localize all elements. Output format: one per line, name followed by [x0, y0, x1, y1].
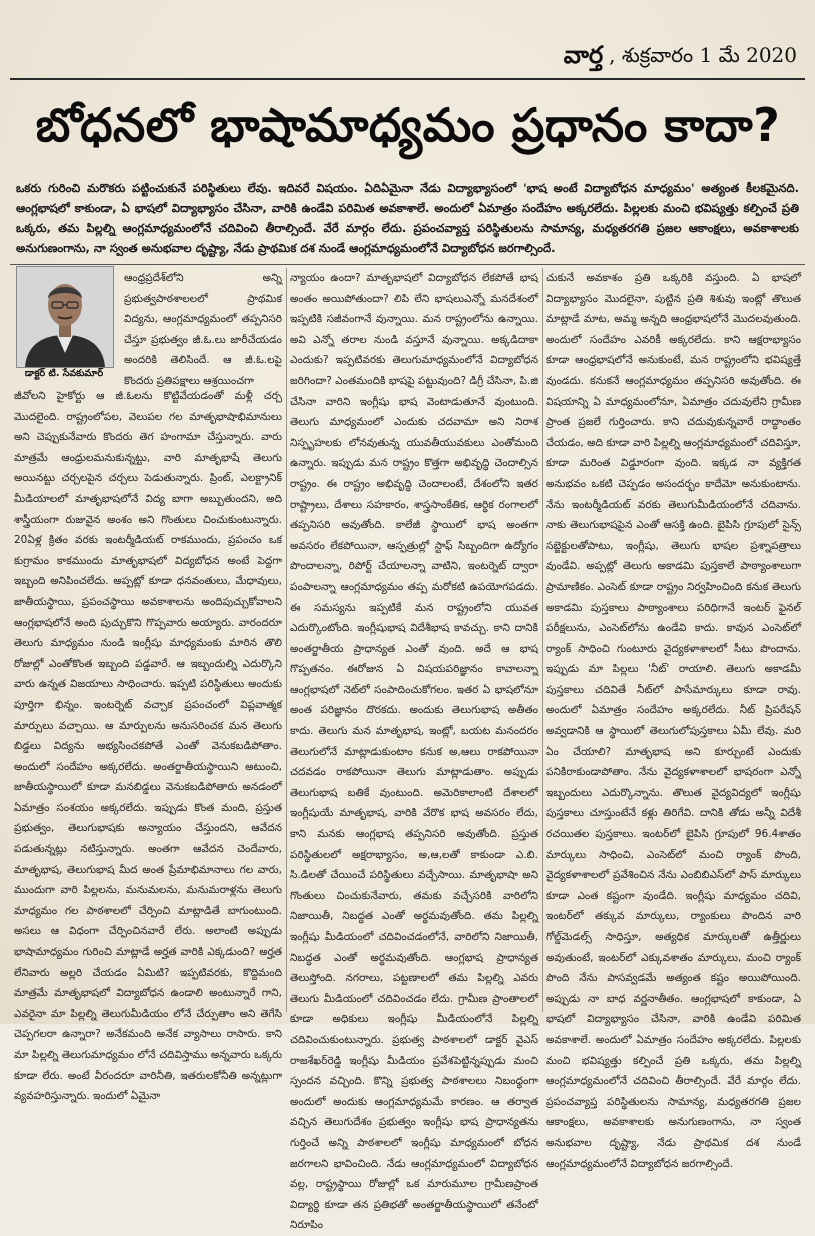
- author-photo: [16, 266, 114, 368]
- intro-rule: [10, 264, 805, 265]
- author-portrait-icon: [17, 267, 113, 367]
- column-divider: [286, 268, 287, 1012]
- author-photo-block: [12, 264, 116, 384]
- column-2: న్యాయం ఉందా? మాతృభాషలో విద్యాబోధన లేకపోతే భాష అంతం అయిపోతుందా? లిపి లేని భాషలుఎన్నో మనదేశంలో ఇప్పటికి సజీవంగానే వున్నాయి. మన రాష్ట్రంలోను ఉన్నాయి. అవి ఎన్నో తరాల నుండి వస్తూనే వున్నాయి. అక్కడిదాకా ఎందుకు? ఇప్పటివరకు తెలుగుమాధ్యమంలోనే విద్యాబోధన జరిగిందా? ఎంతమందికి భాషపై పట్టువుంది? డిగ్రీ చేసినా, పి.జి చేసినా వారిని ఇంగ్లీషు భాష వెంటాడుతూనే వుంటుంది. తెలుగు మాధ్యమంలో ఎందుకు చదవామా అని నిరాశ నిస్పృహలకు లోనవుతున్న యువతీయువకులు ఎంతోమంది ఉన్నారు. ఇప్పుడు మన రాష్ట్రం కొత్తగా అభివృద్ధి చెందాల్సిన రాష్ట్రం. ఈ రాష్ట్రం అభివృద్ధి చెందాలంటే, దేశంలోని ఇతర రాష్ట్రాలు, దేశాలు సహకారం, శాస్త్రసాంకేతిక, ఆర్థిక రంగాలలో తప్పనిసరి అవుతోంది. కాలేజీ స్థాయిలో భాష అంతగా అవసరం లేకపోయినా, ఆస్పత్రుల్లో స్టాఫ్ సిబ్బందిగా ఉద్యోగం పొందాలన్నా, రిపోర్ట్ చేయాలన్నా వాటిని, ఇంటర్నెట్ ద్వారా పంపాలన్నా ఆంగ్లమాధ్యమం తప్ప మరోకటి ఉపయోగపడదు. ఈ సమస్యను ఇప్పటికే మన రాష్ట్రంలోని యువత ఎదుర్కొంటోంది. ఇంగ్లీషుభాష విదేశీభాష కావచ్చు. కాని దానికి అంతర్జాతీయ ప్రాధాన్యత ఎంతో వుంది. అదే ఆ భాష గొప్పతనం. ఈరోజున ఏ విషయపరిజ్ఞానం కావాలన్నా ఆంగ్లభాషలో నెట్‌లో సంపాదించుకోగలం. ఇతర ఏ భాషలోనూ అంత పరిజ్ఞానం దొరకదు. అందుకు తెలుగుభాష అతీతం కాదు. తెలుగు మన మాతృభాష, ఇంట్లో, బయట మనందరం తెలుగులోనే మాట్లాడుకుంటాం కనుక అ,ఆలు రాకపోయినా చదవడం రాకపోయినా తెలుగు మాట్లాడుతాం. అప్పుడు తెలుగుభాష బతికే వుంటుంది. అమెరికాలాంటి దేశాలలో ఇంగ్లీషుయే మాతృభాష, వారికి వేరొక భాష అవసరం లేదు, కాని మనకు ఆంగ్లభాష తప్పనిసరి అవుతోంది. ప్రస్తుత పరిస్థితులలో అక్షరాభ్యాసం, అ,ఆ,లతో కాకుండా ఎ.బి. సి.డిలతో చేయించే పరిస్థితులు వచ్చేసాయి. మాతృభాషా అని గొంతులు చించుకునేవారు, తమకు వచ్చేసరికి వారిలోని నిజాయితీ, నిబద్ధత ఎంతో అర్థమవుతోంది. తమ పిల్లల్ని ఇంగ్లీషు మీడియంలో చదివించడంలోనే, వారిలోని నిజాయితీ, నిబద్ధత ఎంతో అర్థమవుతోంది. ఆంగ్లభాష ప్రాధాన్యత తెలుస్తోంది. నగరాలు, పట్టణాలలో తమ పిల్లల్ని ఎవరు తెలుగు మీడియంలో చదివించడం లేదు. గ్రామీణ ప్రాంతాలలో కూడా అధికులు ఇంగ్లీషు మీడియంలోనే పిల్లల్ని చదివించుకుంటున్నారు. ప్రభుత్వ పాఠశాలలో డాక్టర్ వైఎస్ రాజశేఖర్‌రెడ్డి ఇంగ్లీషు మీడియం ప్రవేశపెట్టిన్నప్పుడు మంచి స్పందన వచ్చింది. కొన్ని ప్రభుత్వ పాఠశాలలు నిబంధ్ధంగా అందులో అందుకు ఆంగ్లమాధ్యమమే కారణం. ఆ తర్వాత వచ్చిన తెలుగుదేశం ప్రభుత్వం ఇంగ్లీషు భాష ప్రాధాన్యతను గుర్తించే అన్ని పాఠశాలలో ఇంగ్లీషు మాధ్యమంలో బోధన జరగాలని భావించింది. నేడు ఆంగ్లమాధ్యమంలో విద్యాబోధన వల్ల, రాష్ట్రస్థాయి రోజుల్లో ఒక మారుమూల గ్రామీణప్రాంత విద్యార్థి కూడా తన ప్రతిభతో అంతర్జాతీయస్థాయిలో తనేంటో నిరూపిం: [290, 272, 538, 1232]
- article-intro: ఒకరు గురించి మరొకరు పట్టించుకునే పరిస్థితులు లేవు. ఇదివరే విషయం. ఏదిఏమైనా నేడు విద్యాభ్యాసంలో 'భాష అంటే విద్యాబోధన మాధ్యమం' అత్యంత కీలకమైనది. ఆంగ్లభాషలో కాకుండా, ఏ భాషలో విద్యాభ్యాసం చేసినా, వారికి ఉండేవి పరిమిత అవకాశాలే. అందులో ఏమాత్రం సందేహం అక్కరలేదు. పిల్లలకు మంచి భవిష్యత్తు కల్పించే ప్రతి ఒక్కరు, తమ పిల్లల్ని ఆంగ్లమాధ్యమంలోనే చదివించి తీరాల్సిందే. వేరే మార్గం లేదు. ప్రపంచవ్యాప్త పరిస్థితులను సామాన్య, మధ్యతరగతి ప్రజల ఆకాంక్షలు, అవకాశాలకు అనుగుణంగాను, నా స్వంత అనుభవాల దృష్ట్యా, నేడు ప్రాథమిక దశ నుండే ఆంగ్లమాధ్యమంలోనే విద్యాబోధన జరగాల్సిందే.: [16, 181, 799, 255]
- masthead-rule: [10, 78, 805, 80]
- masthead: [563, 39, 797, 72]
- column-1-top: ఆంధ్రప్రదేశ్‌లోని అన్ని ప్రభుత్వపాఠశాలలలో ప్రాథమిక విద్యను, ఆంగ్లమాధ్యమంలో తప్పనిసరి చేస్తూ ప్రభుత్వం జీ.ఓ.లు జారీచేయడం అందరికి తెలిసిందే. ఆ జీ.ఓ.లపై కొందరు ప్రతిపక్షాలు ఆశ్రయించగా: [124, 272, 282, 387]
- column-1: జీవోలని హైకోర్టు ఆ జీ.ఓలను కొట్టివేయడంతో మళ్లీ చర్చ మొదలైంది. రాష్ట్రంలోపల, వెలుపల గల మాతృభాషాభిమానులు అని చెప్పుకునేవారు కొందరు తెగ హంగామా చేస్తున్నారు. వారు మాత్రమే ఆంధ్రులమనుకున్నట్టు, వారి మాతృభాషే తెలుగు అయినట్టు చర్చలపైన చర్చలు పెడుతున్నారు. ప్రింట్, ఎలక్ట్రానిక్ మీడియాలలో మాతృభాషలోనే విద్య బాగా అబ్బుతుందని, అది శాస్త్రీయంగా రుజువైన అంశం అని గొంతులు చించుకుంటున్నారు. 20ఏళ్ల క్రితం వరకు ఇంటర్మీడియట్ రాకముందు, ప్రపంచం ఒక కుగ్రామం కాకముందు మాతృభాషలో విద్యబోధన అంటే పెద్దగా ఇబ్బంది అనిపించలేదు. అప్పట్లో కూడా ధనవంతులు, మేధావులు, జాతీయస్థాయి, ప్రపంచస్థాయి అవకాశాలను అందిపుచ్చుకోవాలని ఆంగ్లభాషలోనే అంది పుచ్చుకొని గొప్పవారు అయ్యారు. వారందరూ తెలుగు మాధ్యమం నుండి ఇంగ్లీషు మాధ్యమంకు మారిన తొలి రోజుల్లో ఎంతోకొంత ఇబ్బంది పడ్డవారే. ఆ ఇబ్బందుల్ని ఎదుర్కొని వారు ఉన్నత విజయాలు సాధించారు. ఇప్పటి పరిస్థితులు అందుకు పూర్తిగా భిన్నం. ఇంటర్నెట్ వచ్చాక ప్రపంచంలో విప్లవాత్మక మార్పులు వచ్చాయి. ఆ మార్పులను అనుసరించక మన తెలుగు బిడ్డలు విద్యను అభ్యసించకపోతే ఎంతో వెనుకబడిపోతాం. అందులో సందేహం అక్కరలేదు. అంతర్జాతీయస్థాయిని అటుంచి, జాతీయస్థాయిలో కూడా మనబిడ్డలు వెనుకబడిపోతారు అనడంలో ఏమాత్రం సంశయం అక్కరలేదు. ఇప్పుడు కొంత మంది, ప్రస్తుత ప్రభుత్వం, తెలుగుభాషకు అన్యాయం చేస్తుందని, ఆవేదన పడుతున్నట్లు నటిస్తున్నారు. అంతగా ఆవేదన చెందేవారు, మాతృభాష, తెలుగుభాష మీద అంత ప్రేమాభిమానాలు గల వారు, ముందుగా వారి పిల్లలను, మనుమలను, మనుమరాళ్లను తెలుగు మాధ్యమం గల పాఠశాలలో చేర్పించి మాట్లాడితే బాగుంటుంది. అసలు ఆ విధంగా చేర్పించినవారే లేరు. అలాంటి అప్పుడు భాషామాధ్యమం గురించి మాట్లాడే అర్హత వారికి ఎక్కడుంది? అర్హత లేనివారు అల్లరి చేయడం ఏమిటి? ఇప్పటివరకు, కొద్దిమంది మాత్రమే మాతృభాషలో విద్యాబోధన ఉండాలి అంటున్నారే గాని, ఎవరైనా మా పిల్లల్ని తెలుగుమీడియం లోనే చేర్పుతాం అని తెగేసి చెప్పగలరా ఉన్నారా? అనేకమంది అనేక వ్యాసాలు రాసారు. కాని మా పిల్లల్ని తెలుగుమాధ్యమం లోనే చదివిస్తాము అన్నవారు ఒక్కరు కూడా లేరు. అంటే వీరందరూ వారినీతి, ఇతరులకోనీతి అన్నట్లుగా వ్యవహరిస్తున్నారు. ఇందులో ఏమైనా: [14, 390, 282, 1103]
- author-caption: డాక్టర్ టి. సేవకుమార్: [24, 368, 104, 379]
- column-divider: [542, 268, 543, 1012]
- newspaper-name: వార్త: [563, 39, 604, 69]
- column-3: చుకునే అవకాశం ప్రతి ఒక్కరికి వస్తుంది. ఏ భాషలో విద్యాభ్యాసం మొదలైనా, పుట్టిన ప్రతి శిశువు ఇంట్లో తొలుత మాట్లాడే మాట, అమ్మ అన్నది ఆంధ్రభాషలోనే మొదలవుతుంది. అందులో సందేహం ఎవరికీ అక్కరలేదు. కాని ఆక్షరాభ్యాసం కూడా ఆంధ్రభాషలోనే అనుకుంటే, మన రాష్ట్రంలోని భవిష్యత్తే వుండదు. కనుకనే ఆంగ్లమాధ్యమం తప్పనిసరి అవుతోంది. ఈ విషయాన్ని ఏ మాధ్యమంలోనూ, ఏమాత్రం చదువులేని గ్రామీణ ప్రాంత ప్రజలే గుర్తించారు. కాని చదువుకున్నవారే రాద్ధాంతం చేయడం, అది కూడా వారి పిల్లల్ని ఆంగ్లమాధ్యమంలో చదివిస్తూ, కూడా మరింత విడ్డూరంగా వుంది. ఇక్కడ నా వ్యక్తిగత అనుభవం ఒకటి చెప్పడం అసందర్భం కాదేమో అనుకుంటాను. నేను ఇంటర్మీడియట్ వరకు తెలుగుమీడియంలోనే చదివాను. నాకు తెలుగుభాషపైన ఎంతో ఆసక్తి ఉంది. బైపిసి గ్రూపులో సైన్స్ సబ్జెక్టులతోపాటు, ఇంగ్లీషు, తెలుగు భాషల ప్రశ్నాపత్రాలు వుండేవి. అప్పట్లో తెలుగు అకాడమి పుస్తకాలే పాఠ్యాంశాలుగా ప్రామాణికం. ఎంసెట్ కూడా రాష్ట్రం నిర్వహించింది కనుక తెలుగు అకాడమి పుస్తకాలు పాఠ్యాంశాలు పరిధిగానే ఇంటర్ ఫైనల్ పరీక్షలును, ఎంసెట్‌లోను ఉండేవి కాదు. కావున ఎంసెట్‌లో ర్యాంక్ సాధించి గుంటూరు వైద్యకళాశాలలో సీటు పొందాను. ఇప్పుడు మా పిల్లలు 'నీట్' రాయాలి. తెలుగు అకాడమీ పుస్తకాలు చదివితే నీట్‌లో పాసేమార్కులు కూడా రావు. అందులో ఏమాత్రం సందేహం అక్కరలేదు. నీట్ ప్రిపరేషన్ అవ్వడానికి ఆ స్థాయిలో తెలుగులోపుస్తకాలు ఏమీ లేవు. మరి ఏం చేయాలి? మాతృభాష అని కూర్చుంటే ఎందుకు పనికిరాకుండాపోతాం. నేను వైద్యకళాశాలలో భాషరంగా ఎన్నో ఇబ్బందులు ఎదుర్కొన్నాను. తొలుత వైద్యవిద్యలో ఇంగ్లీషు పుస్తకాలు చూస్తుంటేనే కళ్లు తిరిగేవి. దానికి తోడు అన్నీ విదేశీ రచయితల పుస్తకాలు. ఇంటర్‌లో బైపిసి గ్రూపులో 96.4శాతం మార్కులు సాధించి, ఎంసెట్‌లో మంచి ర్యాంక్ పొంది, వైద్యకళాశాలలో ప్రవేశించిన నేను ఎంబిబిఎస్‌లో పాస్ మార్కులు కూడా ఎంత కష్టంగా వుండేది. ఇంగ్లీషు మాధ్యమం చదివి, ఇంటర్‌లో తక్కువ మార్కులు, ర్యాంకులు పొందిన వారి గోల్డ్‌మెడల్స్ సాధిస్తూ, అత్యధిక మార్కులతో ఉత్తీర్ణులు అవుతుంటే, ఇంటర్‌లో ఎక్కువశాతం మార్కులు, మంచి ర్యాంక్ పొంది నేను పాసవ్వడమే అత్యంత కష్టం అయిపోయింది. అప్పుడు నా బాధ వర్ణనాతీతం. ఆంగ్లభాషలో కాకుండా, ఏ భాషలో విద్యాభ్యాసం చేసినా, వారికి ఉండేవి పరిమిత అవకాశాలే. అందులో ఏమాత్రం సందేహం అక్కరలేదు. పిల్లలకు మంచి భవిష్యత్తు కల్పించే ప్రతి ఒక్కరు, తమ పిల్లల్ని ఆంగ్లమాధ్యమంలోనే చదివించి తీరాల్సిందే. వేరే మార్గం లేదు. ప్రపంచవ్యాప్త పరిస్థితులను సామాన్య, మధ్యతరగతి ప్రజల ఆకాంక్షలు, అవకాశాలకు అనుగుణంగాను, నా స్వంత అనుభవాల దృష్ట్యా, నేడు ప్రాథమిక దశ నుండే ఆంగ్లమాధ్యమంలోనే విద్యాబోధన జరగాల్సిందే.: [546, 272, 801, 1170]
- article-headline: బోధనలో భాషామాధ్యమం ప్రధానం కాదా?: [35, 98, 781, 152]
- publication-date: , శుక్రవారం 1 మే 2020: [609, 42, 797, 67]
